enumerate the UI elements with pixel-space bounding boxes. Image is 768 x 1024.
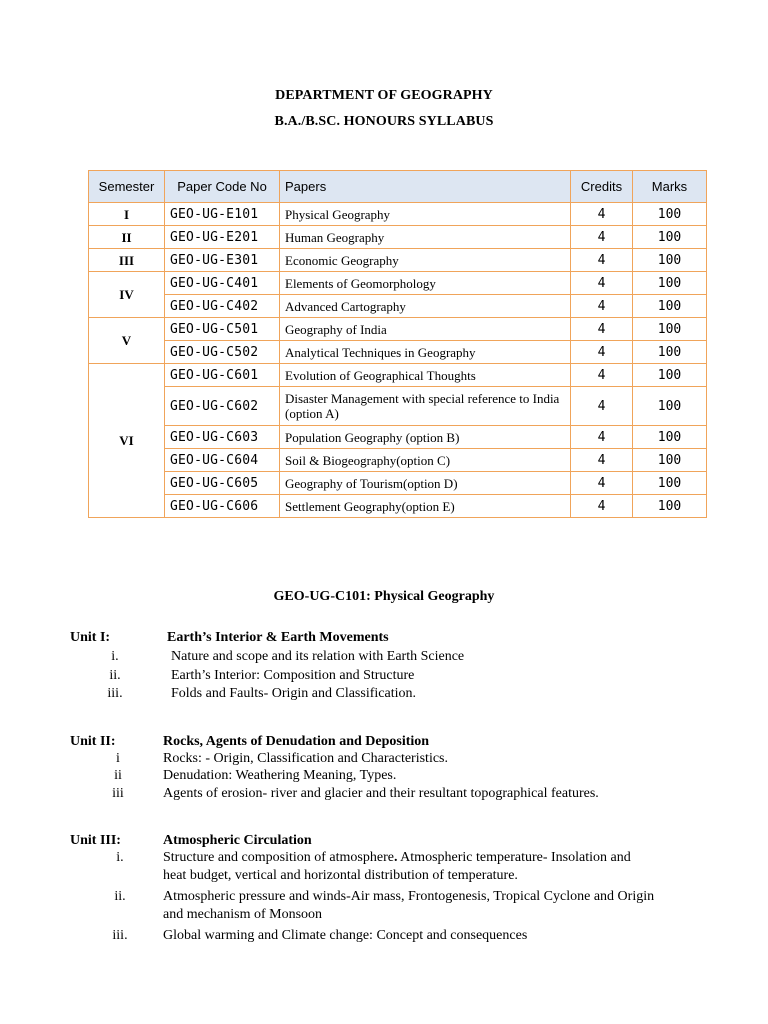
credits-cell: 4 bbox=[571, 364, 633, 387]
table-row bbox=[89, 387, 707, 426]
unit-label: Unit I: bbox=[70, 630, 111, 645]
paper-code-cell: GEO-UG-C502 bbox=[165, 341, 280, 364]
semester-cell: VI bbox=[89, 364, 165, 518]
marks-cell: 100 bbox=[633, 249, 707, 272]
paper-name-cell: Advanced Cartography bbox=[280, 295, 571, 318]
unit-label: Unit II: bbox=[70, 734, 116, 749]
marks-cell: 100 bbox=[633, 272, 707, 295]
col-header-semester: Semester bbox=[89, 171, 165, 203]
table-row bbox=[89, 272, 707, 295]
paper-name-cell: Soil & Biogeography(option C) bbox=[280, 449, 571, 472]
item-text bbox=[163, 849, 723, 885]
item-number: i bbox=[116, 751, 120, 766]
col-header-marks: Marks bbox=[633, 171, 707, 203]
item-number: iii bbox=[112, 786, 124, 801]
item-number: ii. bbox=[114, 889, 126, 904]
credits-cell: 4 bbox=[571, 295, 633, 318]
unit-label: Unit III: bbox=[70, 833, 121, 848]
semester-cell: I bbox=[89, 203, 165, 226]
table-row bbox=[89, 426, 707, 449]
item-number: i. bbox=[116, 850, 124, 865]
item-text: Earth’s Interior: Composition and Structure bbox=[171, 668, 415, 683]
credits-cell: 4 bbox=[571, 387, 633, 426]
paper-code-cell: GEO-UG-C603 bbox=[165, 426, 280, 449]
marks-cell: 100 bbox=[633, 203, 707, 226]
paper-code-cell: GEO-UG-C602 bbox=[165, 387, 280, 426]
marks-cell: 100 bbox=[633, 449, 707, 472]
paper-name-cell: Settlement Geography(option E) bbox=[280, 495, 571, 518]
semester-cell: II bbox=[89, 226, 165, 249]
item-text-part: Atmospheric pressure and winds-Air mass, Frontogenesis, Tropical Cyclone and Origin bbox=[163, 889, 655, 904]
credits-cell: 4 bbox=[571, 318, 633, 341]
col-header-credits: Credits bbox=[571, 171, 633, 203]
unit-name: Rocks, Agents of Denudation and Deposition bbox=[163, 734, 430, 749]
table-row bbox=[89, 472, 707, 495]
item-number: i. bbox=[111, 649, 119, 664]
table-header-row bbox=[89, 171, 707, 203]
paper-name-cell: Geography of India bbox=[280, 318, 571, 341]
marks-cell: 100 bbox=[633, 472, 707, 495]
item-number: ii bbox=[114, 768, 122, 783]
unit-name: Atmospheric Circulation bbox=[163, 833, 312, 848]
item-text: Agents of erosion- river and glacier and their resultant topographical features. bbox=[163, 786, 599, 801]
syllabus-table bbox=[88, 170, 707, 518]
paper-name-cell: Evolution of Geographical Thoughts bbox=[280, 364, 571, 387]
course-title: GEO-UG-C101: Physical Geography bbox=[273, 589, 495, 604]
credits-cell: 4 bbox=[571, 226, 633, 249]
marks-cell: 100 bbox=[633, 226, 707, 249]
paper-code-cell: GEO-UG-C605 bbox=[165, 472, 280, 495]
col-header-papers: Papers bbox=[280, 171, 571, 203]
marks-cell: 100 bbox=[633, 318, 707, 341]
item-text: Folds and Faults- Origin and Classification. bbox=[171, 686, 416, 701]
paper-code-cell: GEO-UG-C402 bbox=[165, 295, 280, 318]
marks-cell: 100 bbox=[633, 387, 707, 426]
credits-cell: 4 bbox=[571, 249, 633, 272]
item-number: iii. bbox=[107, 686, 123, 701]
semester-cell: III bbox=[89, 249, 165, 272]
marks-cell: 100 bbox=[633, 364, 707, 387]
credits-cell: 4 bbox=[571, 449, 633, 472]
paper-code-cell: GEO-UG-C604 bbox=[165, 449, 280, 472]
semester-cell: IV bbox=[89, 272, 165, 318]
col-header-paper-code: Paper Code No bbox=[165, 171, 280, 203]
item-text-part: and mechanism of Monsoon bbox=[163, 907, 323, 922]
paper-name-cell: Population Geography (option B) bbox=[280, 426, 571, 449]
paper-name-cell: Analytical Techniques in Geography bbox=[280, 341, 571, 364]
item-number: iii. bbox=[112, 928, 128, 943]
paper-name-cell: Human Geography bbox=[280, 226, 571, 249]
marks-cell: 100 bbox=[633, 295, 707, 318]
marks-cell: 100 bbox=[633, 426, 707, 449]
semester-cell: V bbox=[89, 318, 165, 364]
table-row bbox=[89, 318, 707, 341]
table-row bbox=[89, 203, 707, 226]
paper-code-cell: GEO-UG-E101 bbox=[165, 203, 280, 226]
credits-cell: 4 bbox=[571, 426, 633, 449]
table-row bbox=[89, 364, 707, 387]
unit-name: Earth’s Interior & Earth Movements bbox=[167, 630, 389, 645]
paper-code-cell: GEO-UG-E201 bbox=[165, 226, 280, 249]
paper-code-cell: GEO-UG-C501 bbox=[165, 318, 280, 341]
item-text: Nature and scope and its relation with Earth Science bbox=[171, 649, 465, 664]
table-row bbox=[89, 495, 707, 518]
credits-cell: 4 bbox=[571, 203, 633, 226]
paper-name-cell: Economic Geography bbox=[280, 249, 571, 272]
marks-cell: 100 bbox=[633, 341, 707, 364]
syllabus-heading: B.A./B.SC. HONOURS SYLLABUS bbox=[274, 114, 494, 129]
item-text-part: Structure and composition of atmosphere bbox=[163, 850, 394, 865]
paper-name-cell: Elements of Geomorphology bbox=[280, 272, 571, 295]
paper-code-cell: GEO-UG-C606 bbox=[165, 495, 280, 518]
marks-cell: 100 bbox=[633, 495, 707, 518]
paper-code-cell: GEO-UG-C601 bbox=[165, 364, 280, 387]
table-row bbox=[89, 449, 707, 472]
item-text: Denudation: Weathering Meaning, Types. bbox=[163, 768, 397, 783]
item-text bbox=[163, 888, 743, 924]
paper-code-cell: GEO-UG-E301 bbox=[165, 249, 280, 272]
item-text-part: Atmospheric temperature- Insolation and bbox=[397, 850, 631, 865]
paper-name-cell: Disaster Management with special reference to India (option A) bbox=[280, 387, 571, 426]
credits-cell: 4 bbox=[571, 495, 633, 518]
table-row bbox=[89, 295, 707, 318]
item-text-part: heat budget, vertical and horizontal distribution of temperature. bbox=[163, 868, 518, 883]
item-text: Rocks: - Origin, Classification and Characteristics. bbox=[163, 751, 448, 766]
credits-cell: 4 bbox=[571, 272, 633, 295]
item-text: Global warming and Climate change: Concept and consequences bbox=[163, 928, 528, 943]
item-text-bold-period: . bbox=[393, 850, 398, 865]
department-heading: DEPARTMENT OF GEOGRAPHY bbox=[275, 88, 493, 103]
table-row bbox=[89, 226, 707, 249]
paper-name-cell: Physical Geography bbox=[280, 203, 571, 226]
credits-cell: 4 bbox=[571, 472, 633, 495]
table-row bbox=[89, 341, 707, 364]
paper-name-cell: Geography of Tourism(option D) bbox=[280, 472, 571, 495]
item-number: ii. bbox=[109, 668, 121, 683]
credits-cell: 4 bbox=[571, 341, 633, 364]
paper-code-cell: GEO-UG-C401 bbox=[165, 272, 280, 295]
table-row bbox=[89, 249, 707, 272]
